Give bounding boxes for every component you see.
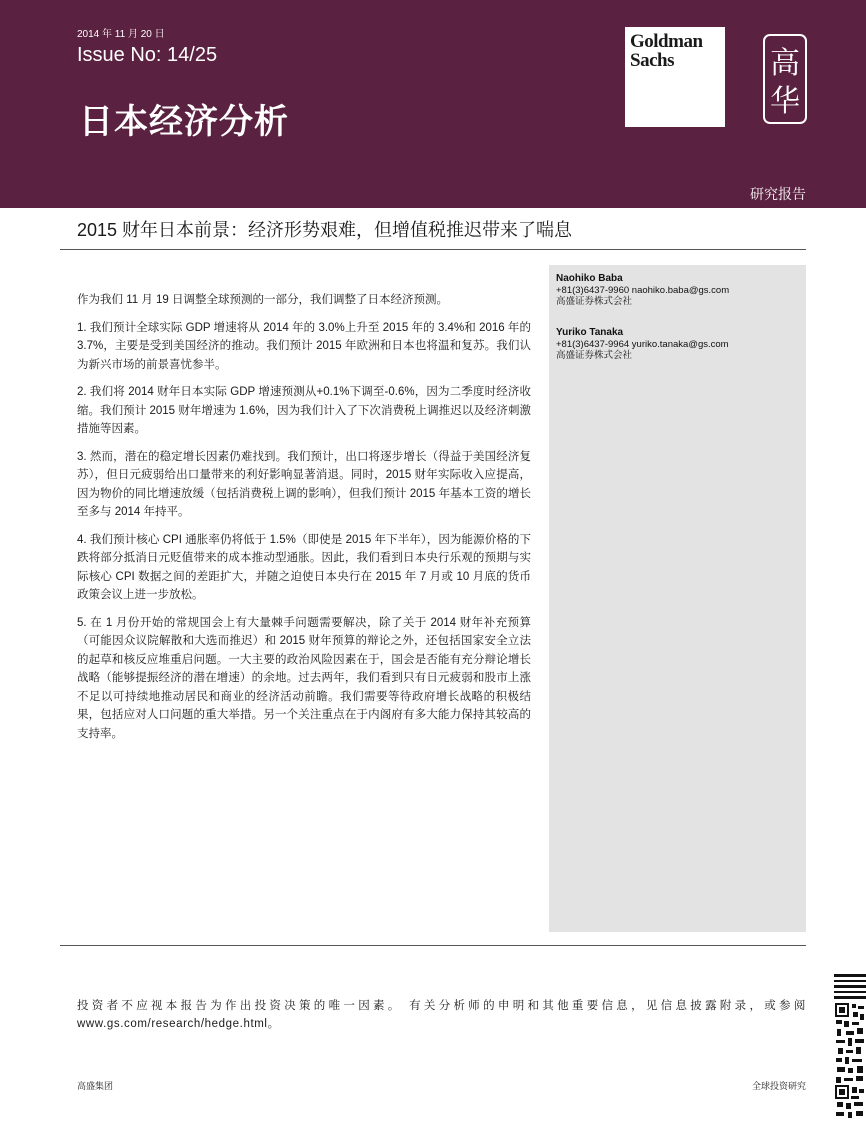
body-paragraph: 1. 我们预计全球实际 GDP 增速将从 2014 年的 3.0%上升至 2015 年的 3.4%和 2016 年的 3.7%，主要是受到美国经济的推动。我们预计 2015 年欧洲和日本也将温和复苏。我们认为新兴市场的前景喜忧参半。	[77, 321, 531, 371]
author-sidebar	[549, 265, 806, 932]
body-paragraph: 4. 我们预计核心 CPI 通胀率仍将低于 1.5%（即使是 2015 年下半年），因为能源价格的下跌将部分抵消日元贬值带来的成本推动型通胀。因此，我们看到日本央行乐观的预期与实际核心 CPI 数据之间的差距扩大，并随之迫使日本央行在 2015 年 7 月或 10 月底的货币政策会议上进一步放松。	[77, 533, 531, 601]
article-body	[77, 291, 531, 752]
content-divider	[60, 945, 806, 946]
author-block	[556, 327, 729, 362]
author-contact[interactable]: +81(3)6437-9960 naohiko.baba@gs.com	[556, 284, 730, 296]
body-paragraph: 3. 然而，潜在的稳定增长因素仍难找到。我们预计，出口将逐步增长（得益于美国经济复苏），但日元疲弱给出口量带来的利好影响显著消退。同时，2015 财年实际收入应提高，因为物价的同比增速放缓（包括消费税上调的影响），但我们预计 2015 年基本工资的增长至多与 2014 年持平。	[77, 450, 531, 518]
report-type-label: 研究报告	[750, 186, 806, 202]
svg-text:华: 华	[770, 84, 800, 119]
author-company: 高盛证券株式会社	[556, 296, 633, 307]
goldman-sachs-logo	[625, 27, 725, 127]
author-name: Yuriko Tanaka	[556, 327, 624, 338]
author-contact[interactable]: +81(3)6437-9964 yuriko.tanaka@gs.com	[556, 338, 729, 350]
author-company: 高盛证券株式会社	[556, 350, 633, 361]
footer-right-label: 全球投资研究	[751, 1081, 806, 1091]
author-block	[556, 273, 729, 308]
header-banner	[0, 0, 866, 208]
headline-divider	[60, 249, 806, 250]
issue-number: Issue No: 14/25	[77, 44, 218, 66]
logo-text-line2: Sachs	[630, 50, 674, 71]
svg-text:高: 高	[770, 46, 800, 81]
gao-hua-seal-logo	[762, 33, 808, 125]
logo-text-line1: Goldman	[630, 31, 703, 52]
body-paragraph: 2. 我们将 2014 财年日本实际 GDP 增速预测从+0.1%下调至-0.6%，因为二季度时经济收缩。我们预计 2015 财年增速为 1.6%，因为我们计入了下次消费税上调推迟以及经济刺激措施等因素。	[77, 386, 531, 435]
body-paragraph: 5. 在 1 月份开始的常规国会上有大量棘手问题需要解决，除了关于 2014 财年补充预算（可能因众议院解散和大选而推迟）和 2015 财年预算的辩论之外，还包括国家安全立法的起草和核反应堆重启问题。一大主要的政治风险因素在于，国会是否能有充分辩论增长战略（能够提振经济的潜在增速）的余地。过去两年，我们看到只有日元疲弱和股市上涨不足以可持续地推动居民和商业的经济活动前瞻。我们需要等待政府增长战略的积极结果，包括应对人口问题的重大举措。另一个关注重点在于内阁府有多大能力保持其较高的支持率。	[77, 616, 531, 740]
body-paragraph: 作为我们 11 月 19 日调整全球预测的一部分，我们调整了日本经济预测。	[77, 294, 449, 306]
author-name: Naohiko Baba	[556, 273, 623, 284]
disclaimer-text: 投资者不应视本报告为作出投资决策的唯一因素。 有关分析师的申明和其他重要信息，见信息披露附录，或参阅 www.gs.com/research/hedge.html。	[77, 1000, 806, 1030]
footer-left-label: 高盛集团	[77, 1081, 114, 1091]
qr-code-icon	[834, 974, 866, 1122]
report-title: 日本经济分析	[79, 103, 289, 141]
report-date: 2014 年 11 月 20 日	[77, 29, 165, 40]
article-headline: 2015 财年日本前景：经济形势艰难，但增值税推迟带来了喘息	[77, 220, 573, 240]
